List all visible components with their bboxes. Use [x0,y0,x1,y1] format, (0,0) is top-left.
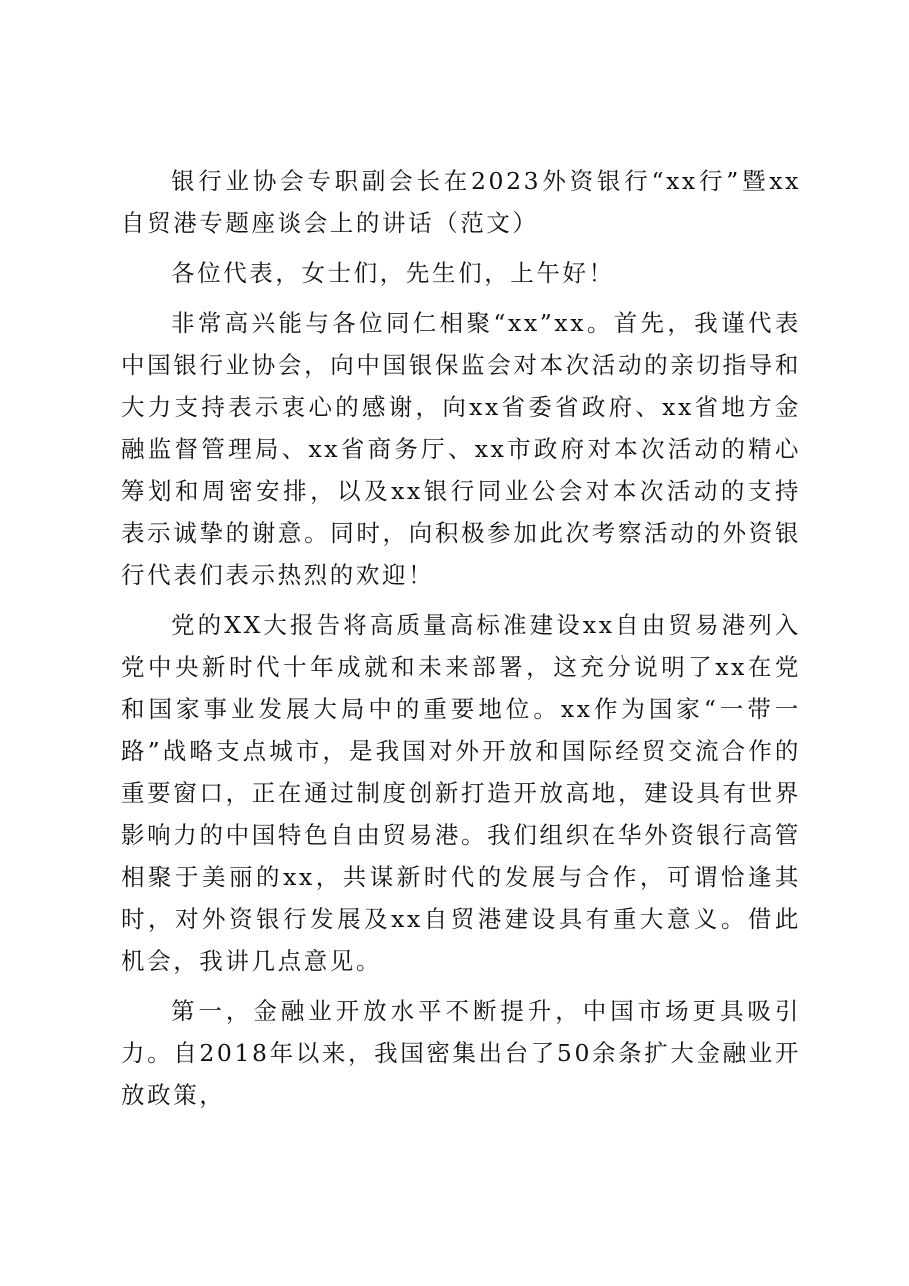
significance-paragraph: 党的XX大报告将高质量高标准建设xx自由贸易港列入党中央新时代十年成就和未来部署，这充分说明了xx在党和国家事业发展大局中的重要地位。xx作为国家“一带一路”战略支点城市，是我国对外开放和国际经贸交流合作的重要窗口，正在通过制度创新打造开放高地，建设具有世界影响力的中国特色自由贸易港。我们组织在华外资银行高管相聚于美丽的xx，共谋新时代的发展与合作，可谓恰逢其时，对外资银行发展及xx自贸港建设具有重大意义。借此机会，我讲几点意见。 [121,611,801,975]
thanks-paragraph: 非常高兴能与各位同仁相聚“xx”xx。首先，我谨代表中国银行业协会，向中国银保监会对本次活动的亲切指导和大力支持表示衷心的感谢，向xx省委省政府、xx省地方金融监督管理局、xx省商务厅、xx市政府对本次活动的精心筹划和周密安排，以及xx银行同业公会对本次活动的支持表示诚挚的谢意。同时，向积极参加此次考察活动的外资银行代表们表示热烈的欢迎！ [121,309,801,589]
speech-title: 银行业协会专职副会长在2023外资银行“xx行”暨xx自贸港专题座谈会上的讲话（范文） [121,167,801,237]
point-one-paragraph: 第一，金融业开放水平不断提升，中国市场更具吸引力。自2018年以来，我国密集出台了50余条扩大金融业开放政策， [121,997,801,1109]
greeting-paragraph: 各位代表，女士们，先生们，上午好！ [171,259,615,287]
document-body [121,160,801,1124]
